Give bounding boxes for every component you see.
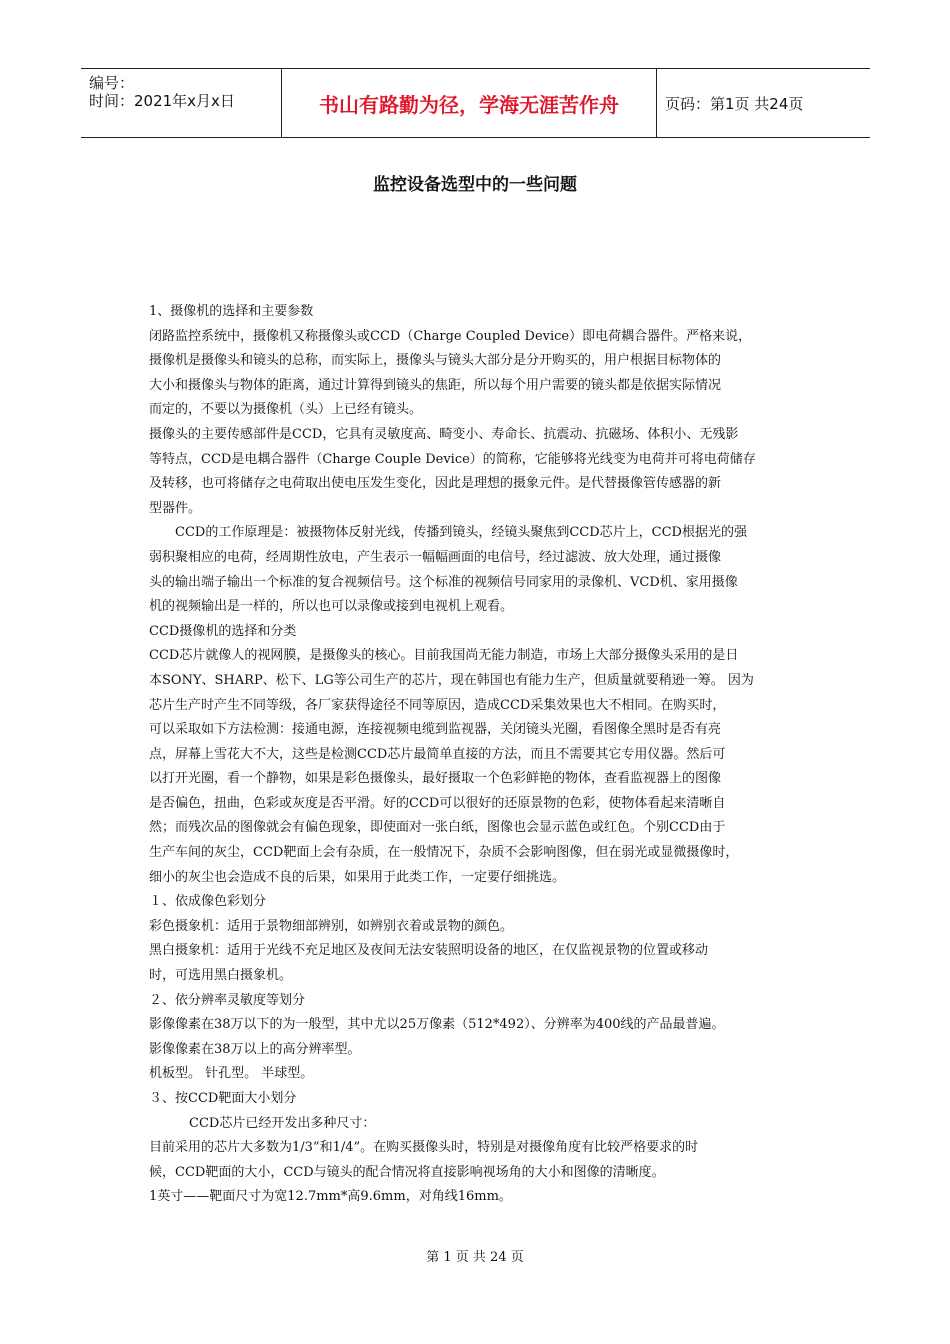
paragraph-line: CCD芯片已经开发出多种尺寸： <box>189 1115 376 1131</box>
paragraph-line: 机的视频输出是一样的，所以也可以录像或接到电视机上观看。 <box>149 599 514 615</box>
section-heading: ３、按CCD靶面大小划分 <box>149 1091 297 1106</box>
header-motto: 书山有路勤为径，学海无涯苦作舟 <box>282 69 657 137</box>
paragraph-line: 大小和摄像头与物体的距离，通过计算得到镜头的焦距，所以每个用户需要的镜头都是依据实际情况 <box>149 377 722 393</box>
paragraph-line: 目前采用的芯片大多数为1/3”和1/4”。在购买摄像头时，特别是对摄像角度有比较严格要求的时 <box>149 1140 699 1156</box>
paragraph-line: 芯片生产时产生不同等级，各厂家获得途径不同等原因，造成CCD采集效果也大不相同。在购买时， <box>149 697 726 713</box>
paragraph-line: 及转移，也可将储存之电荷取出使电压发生变化，因此是理想的摄象元件。是代替摄像管传感器的新 <box>149 476 722 492</box>
date-label: 时间：2021年x月x日 <box>89 92 235 110</box>
paragraph-line: 细小的灰尘也会造成不良的后果，如果用于此类工作，一定要仔细挑选。 <box>149 869 566 885</box>
paragraph-line: 而定的，不要以为摄像机（头）上已经有镜头。 <box>149 402 423 418</box>
section-heading: 1、摄像机的选择和主要参数 <box>149 304 314 319</box>
document-body <box>149 300 809 1210</box>
paragraph-line: 摄像头的主要传感部件是CCD，它具有灵敏度高、畸变小、寿命长、抗震动、抗磁场、体积小、无残影 <box>149 426 739 442</box>
paragraph-line: CCD的工作原理是：被摄物体反射光线，传播到镜头，经镜头聚焦到CCD芯片上，CCD根据光的强 <box>175 525 747 541</box>
paragraph-line: 影像像素在38万以上的高分辨率型。 <box>149 1041 361 1057</box>
paragraph-line: 是否偏色，扭曲，色彩或灰度是否平滑。好的CCD可以很好的还原景物的色彩，使物体看起来清晰自 <box>149 795 726 811</box>
paragraph-line: 点，屏幕上雪花大不大，这些是检测CCD芯片最简单直接的方法，而且不需要其它专用仪器。然后可 <box>149 746 726 762</box>
section-heading: CCD摄像机的选择和分类 <box>149 623 297 639</box>
paragraph-line: 型器件。 <box>149 500 202 516</box>
document-title: 监控设备选型中的一些问题 <box>373 175 577 195</box>
header-page-label: 页码：第1页 共24页 <box>665 94 804 113</box>
section-heading: ２、依分辨率灵敏度等划分 <box>149 992 306 1008</box>
paragraph-line: 生产车间的灰尘，CCD靶面上会有杂质，在一般情况下，杂质不会影响图像，但在弱光或显微摄像时， <box>149 845 739 861</box>
paragraph-line: 以打开光圈，看一个静物，如果是彩色摄像头，最好摄取一个色彩鲜艳的物体，查看监视器上的图像 <box>149 771 722 787</box>
header-table <box>81 68 870 138</box>
paragraph-line: 黑白摄象机：适用于光线不充足地区及夜间无法安装照明设备的地区，在仅监视景物的位置或移动 <box>149 943 709 959</box>
section-heading: １、依成像色彩划分 <box>149 894 267 910</box>
paragraph-line: 本SONY、SHARP、松下、LG等公司生产的芯片，现在韩国也有能力生产，但质量就要稍逊一筹。 因为 <box>149 672 754 688</box>
paragraph-line: 闭路监控系统中，摄像机又称摄像头或CCD（Charge Coupled Device）即电荷耦合器件。严格来说， <box>149 328 752 344</box>
paragraph-line: 1英寸——靶面尺寸为宽12.7mm*高9.6mm，对角线16mm。 <box>149 1189 512 1205</box>
paragraph-line: CCD芯片就像人的视网膜，是摄像头的核心。目前我国尚无能力制造，市场上大部分摄像头采用的是日 <box>149 648 739 664</box>
paragraph-line: 可以采取如下方法检测：接通电源，连接视频电缆到监视器，关闭镜头光圈，看图像全黑时是否有亮 <box>149 722 722 738</box>
page-footer: 第 1 页 共 24 页 <box>426 1250 524 1265</box>
paragraph-line: 然；而残次品的图像就会有偏色现象，即使面对一张白纸，图像也会显示蓝色或红色。个别CCD由于 <box>149 820 726 836</box>
paragraph-line: 彩色摄象机：适用于景物细部辨别，如辨别衣着或景物的颜色。 <box>149 918 514 934</box>
paragraph-line: 影像像素在38万以下的为一般型，其中尤以25万像素（512*492）、分辨率为400线的产品最普遍。 <box>149 1017 725 1033</box>
paragraph-line: 弱积聚相应的电荷，经周期性放电，产生表示一幅幅画面的电信号，经过滤波、放大处理，通过摄像 <box>149 549 722 565</box>
header-info-cell <box>81 69 282 137</box>
paragraph-line: 机板型。 针孔型。 半球型。 <box>149 1066 314 1082</box>
paragraph-line: 头的输出端子输出一个标准的复合视频信号。这个标准的视频信号同家用的录像机、VCD机、家用摄像 <box>149 574 738 590</box>
paragraph-line: 摄像机是摄像头和镜头的总称，而实际上，摄像头与镜头大部分是分开购买的，用户根据目标物体的 <box>149 353 722 369</box>
paragraph-line: 时，可选用黑白摄象机。 <box>149 968 293 984</box>
paragraph-line: 等特点，CCD是电耦合器件（Charge Couple Device）的简称，它能够将光线变为电荷并可将电荷储存 <box>149 451 756 467</box>
number-label: 编号： <box>89 74 135 92</box>
paragraph-line: 候，CCD靶面的大小，CCD与镜头的配合情况将直接影响视场角的大小和图像的清晰度。 <box>149 1164 665 1180</box>
